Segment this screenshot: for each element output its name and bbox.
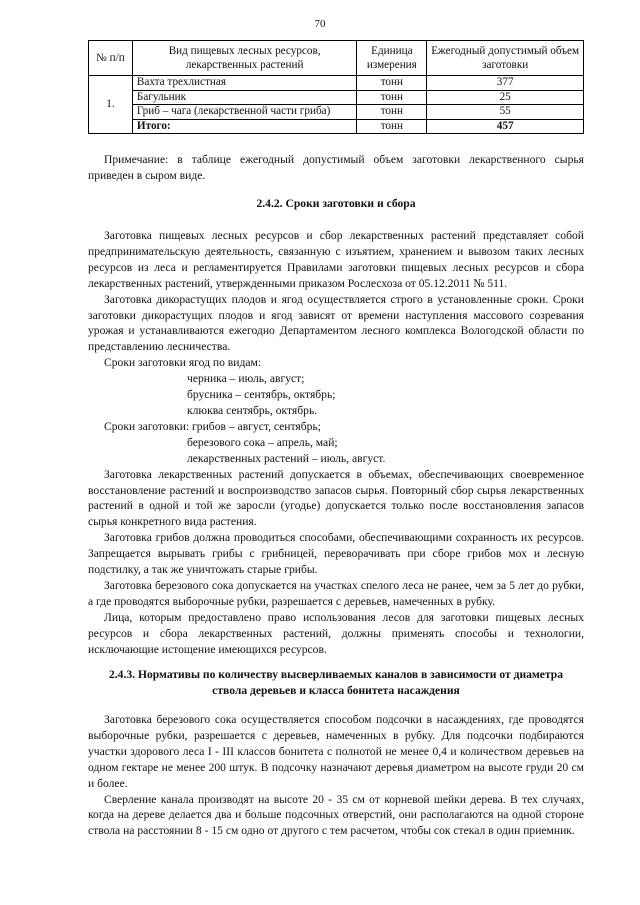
list-item: березового сока – апрель, май; xyxy=(187,435,338,449)
other-terms-label: Сроки заготовки: грибов – август, сентябрь; xyxy=(104,419,321,433)
resource-unit: тонн xyxy=(357,90,427,105)
table-row xyxy=(89,76,584,91)
resource-name: Багульник xyxy=(132,90,356,105)
resource-name: Вахта трехлистная xyxy=(132,76,356,91)
section-heading-2-4-3 xyxy=(88,667,584,699)
berries-terms-label: Сроки заготовки ягод по видам: xyxy=(104,356,262,370)
list-item: черника – июль, август; xyxy=(187,372,305,386)
resource-volume: 377 xyxy=(427,76,584,91)
resource-volume: 55 xyxy=(427,105,584,120)
resource-volume: 25 xyxy=(427,90,584,105)
resource-unit: тонн xyxy=(357,105,427,120)
paragraph: Лица, которым предоставлено право использования лесов для заготовки пищевых лесных ресурсов и сбора лекарственных растений, должны применять способы и технологии, исключающие истощение имеющихся ресурсов. xyxy=(88,610,584,656)
page-number: 70 xyxy=(314,18,326,30)
total-volume: 457 xyxy=(427,119,584,134)
list-item: брусника – сентябрь, октябрь; xyxy=(187,388,336,402)
heading-line: 2.4.3. Нормативы по количеству высверливаемых каналов в зависимости от диаметра xyxy=(108,668,564,681)
section-2-4-2-body xyxy=(88,228,584,657)
table-row xyxy=(89,90,584,105)
total-unit: тонн xyxy=(357,119,427,134)
table-total-row xyxy=(89,119,584,134)
paragraph: Сверление канала производят на высоте 20 - 35 см от корневой шейки дерева. В тех случаях, когда на дереве делается два и больше подсочных отверстий, они располагаются на одной стороне ствола на расстоянии 8 - 15 см одно от другого с тем расчетом, чтобы сок стекал в один приемник. xyxy=(88,792,584,838)
paragraph: Заготовка пищевых лесных ресурсов и сбор лекарственных растений представляет собой предпринимательскую деятельность, связанную с изъятием, хранением и вывозом таких лесных ресурсов из леса и регламентируется Правилами заготовки пищевых лесных ресурсов и сбора лекарственных растений, утвержденными приказом Рослесхоза от 05.12.2011 № 511. xyxy=(88,229,584,290)
section-2-4-3-body xyxy=(88,712,584,839)
col-header-number: № п/п xyxy=(89,41,133,76)
paragraph: Заготовка грибов должна проводиться способами, обеспечивающими сохранность их ресурсов. Запрещается вырывать грибы с грибницей, переворачивать при сборе грибов мох и лесную подстилку, а так же уничтожать старые грибы. xyxy=(88,531,584,577)
section-heading-2-4-2: 2.4.2. Сроки заготовки и сбора xyxy=(256,197,416,210)
group-number: 1. xyxy=(89,76,133,134)
resource-unit: тонн xyxy=(357,76,427,91)
resource-name: Гриб – чага (лекарственной части гриба) xyxy=(132,105,356,120)
list-item: клюква сентябрь, октябрь. xyxy=(187,403,318,417)
table-header-row xyxy=(89,41,584,76)
paragraph: Заготовка дикорастущих плодов и ягод осуществляется строго в установленные сроки. Сроки заготовки дикорастущих плодов и ягод зависят от времени наступления массового созревания урожая и устанавливаются ежегодно Департаментом лесного комплекса Вологодской области по представлению лесничества. xyxy=(88,292,584,354)
col-header-volume: Ежегодный допустимый объем заготовки xyxy=(427,41,584,76)
col-header-unit: Единица измерения xyxy=(357,41,427,76)
list-item: лекарственных растений – июль, август. xyxy=(187,451,386,465)
heading-line: ствола деревьев и класса бонитета насаждения xyxy=(212,683,460,697)
paragraph: Заготовка березового сока допускается на участках спелого леса не ранее, чем за 5 лет до рубки, а где проводятся выборочные рубки, разрешается с деревьев, намеченных в рубку. xyxy=(88,578,584,608)
table-note: Примечание: в таблице ежегодный допустимый объем заготовки лекарственного сырья приведен в сыром виде. xyxy=(88,153,584,182)
paragraph: Заготовка лекарственных растений допускается в объемах, обеспечивающих своевременное восстановление растений и воспроизводство запасов сырья. Повторный сбор сырья лекарственных растений в одной и той же заросли (угодье) допускается только после восстановления запасов сырья конкретного вида растения. xyxy=(88,467,584,529)
total-label: Итого: xyxy=(132,119,356,134)
resources-table xyxy=(88,40,584,134)
col-header-resource: Вид пищевых лесных ресурсов, лекарственных растений xyxy=(132,41,356,76)
paragraph: Заготовка березового сока осуществляется способом подсочки в насаждениях, где проводятся выборочные рубки, разрешается с деревьев, намеченных в рубку. Для подсочки подбираются участки здорового леса I - III классов бонитета с полнотой не менее 0,4 и количеством деревьев на одном гектаре не менее 200 штук. В подсочку назначают деревья диаметром на высоте груди 20 см и более. xyxy=(88,713,584,790)
table-row xyxy=(89,105,584,120)
